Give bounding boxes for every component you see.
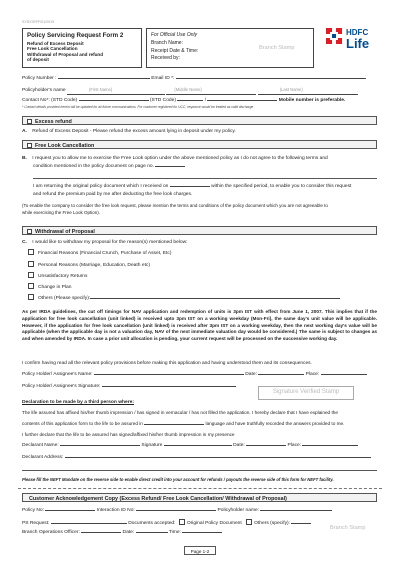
declarant-address-line-2[interactable] [22, 470, 377, 471]
policy-number-label: Policy Number : [22, 76, 57, 81]
confirm-place-label: Place: [305, 372, 320, 377]
ack-holder-label: Policyholder name: [217, 508, 260, 513]
ack-policy-no-label: Policy No: [22, 508, 45, 513]
assignee-signature-row [22, 384, 236, 390]
page-indicator: Page 1-2 [184, 546, 216, 555]
third-party-line-2a: contents of this application form to the life to be assured in [22, 421, 143, 426]
holder-middle-name-field[interactable] [166, 87, 256, 95]
ack-holder-field[interactable] [260, 510, 332, 511]
return-text-1b: within the specified period, to enable you to consider this request [211, 184, 352, 189]
received-date-field[interactable] [170, 186, 210, 187]
confirm-place-field[interactable] [321, 374, 367, 375]
branch-officer-field[interactable] [81, 532, 121, 533]
policy-number-row [22, 76, 366, 82]
reason-checkbox[interactable] [28, 272, 34, 278]
ack-date-label: Date: [122, 530, 135, 535]
reason-label: Personal Reasons (Marriage, Education, Death etc) [38, 263, 150, 268]
contact-field-2[interactable] [177, 100, 203, 101]
form-title: Policy Servicing Request Form 2 [27, 32, 124, 39]
logo-text-1: HDFC [346, 28, 369, 37]
logo-text-2: Life [346, 36, 370, 51]
reason-label: Unsatisfactory Returns [38, 274, 88, 279]
confirm-text: I confirm having read all the relevant policy provisions before making this application and having understood them and its consequences. [22, 361, 312, 366]
free-look-b-row-1 [22, 156, 328, 162]
email-label: Email ID *: [151, 76, 175, 81]
orig-doc-checkbox[interactable] [179, 519, 185, 525]
reason-checkbox[interactable] [28, 261, 34, 267]
declarant-row [22, 443, 358, 449]
ack-row-1 [22, 508, 332, 514]
excess-refund-checkbox[interactable] [27, 119, 32, 124]
ack-time-field[interactable] [182, 532, 222, 533]
contact-field-1[interactable] [79, 100, 149, 101]
declarant-address-label: Declarant Address: [22, 455, 64, 460]
reason-label: Others (Please specify): [38, 296, 91, 301]
ack-interaction-label: Interaction ID No: [96, 508, 135, 513]
declarant-date-field[interactable] [246, 445, 286, 446]
holder-name-label: Policyholder's name [22, 88, 66, 93]
free-look-title: Free Look Cancellation [35, 142, 95, 149]
withdrawal-header [22, 226, 377, 235]
reason-item[interactable] [28, 261, 150, 269]
confirm-date-label: Date: [245, 372, 257, 377]
official-use-heading: For Official Use Only [151, 32, 198, 38]
assignee-name-label: Policy Holder/ Assignee's Name: [22, 372, 93, 377]
reason-item[interactable] [28, 294, 340, 302]
middle-name-placeholder: (Middle Name) [174, 87, 202, 92]
excess-refund-header [22, 116, 377, 125]
assignee-signature-label: Policy Holder/ Assignee's Signature: [22, 384, 101, 389]
ack-policy-no-field[interactable] [45, 510, 95, 511]
declarant-name-label: Declarant Name: [22, 443, 59, 448]
neft-note: Please fill the NEFT Mandate on the reverse side to enable direct credit into your account for refunds / payouts the reverse side of this form for NEFT facility. [22, 477, 334, 482]
third-party-line-3: I further declare that the life to be assured has signed/affixed his/her thumb impression in my presence [22, 432, 235, 437]
declarant-place-field[interactable] [302, 445, 358, 446]
last-name-placeholder: (Last Name) [279, 87, 303, 92]
declarant-signature-field[interactable] [164, 445, 232, 446]
third-party-heading: Declaration to be made by a third person where: [22, 400, 134, 405]
std-code-2-label: (STD Code) [149, 98, 176, 103]
ack-header: Customer Acknowledgement Copy (Excess Refund/ Free Look Cancellation/ Withdrawal of Proposal) [22, 493, 377, 502]
excess-a-label: A. [22, 129, 27, 134]
withdrawal-title: Withdrawal of Proposal [35, 228, 95, 235]
email-field[interactable] [176, 78, 366, 79]
hdfc-logo-icon [326, 28, 342, 44]
excess-refund-title: Excess refund [35, 118, 72, 125]
ack-date-field[interactable] [136, 532, 168, 533]
orig-doc-label: Original Policy Document [186, 521, 242, 526]
form-title-box [22, 28, 142, 68]
ack-ps-request-field[interactable] [51, 523, 127, 524]
reason-item[interactable] [28, 272, 87, 280]
free-look-checkbox[interactable] [27, 143, 32, 148]
declarant-signature-label: Signature [141, 443, 163, 448]
holder-last-name-field[interactable] [258, 87, 358, 95]
holder-first-name-field[interactable] [67, 87, 165, 95]
others-label: Others (specify): [254, 521, 290, 526]
reason-label: Change in Plan [38, 285, 72, 290]
cut-line [18, 488, 382, 489]
withdrawal-checkbox[interactable] [27, 229, 32, 234]
reason-checkbox[interactable] [28, 294, 34, 300]
branch-officer-label: Branch Operations Officer: [22, 530, 80, 535]
first-name-placeholder: (First Name) [88, 87, 113, 92]
irda-guidelines-text: As per IRDA guidelines, the cut off timings for NAV application and redemption of units is 3pm IST with effect from June 1, 2007. This implies that if the application for free look cancellation (unit linked) is received upto 3pm IST on a working weekday (Mon-Fri), the same day's unit value will be applicable. However, if the application for free look cancellation (unit linked) is received after 3pm IST on a working weekday, then the next working day's value will be applicable (when the applicable day is not a valuation day, NAV of the next immediate valuation day would be considered.) The same is subject to changes as and when amended by IRDA. In case a prior unit allocation is pending, your current request will be processed on the successive working day. [22, 309, 377, 342]
ack-branch-stamp: Branch Stamp [330, 525, 366, 531]
others-specify-field[interactable] [90, 298, 340, 299]
declarant-date-label: Date: [233, 443, 245, 448]
ack-interaction-field[interactable] [136, 510, 216, 511]
ack-row-2 [22, 519, 311, 527]
free-look-note-2: while exercising the Free Look Option). [22, 210, 101, 215]
third-party-line-2 [22, 421, 344, 427]
assignee-signature-field[interactable] [102, 386, 236, 387]
form-sub-2: Free Look Cancellation [27, 46, 78, 52]
contact-row [22, 98, 345, 104]
branch-name-label: Branch Name: [151, 40, 183, 46]
return-row-2: and refund the premium paid by me after deducting the free look charges. [33, 192, 193, 197]
free-look-b-row-2 [33, 164, 185, 170]
branch-stamp-top: Branch Stamp [259, 45, 295, 51]
confirm-date-field[interactable] [258, 374, 304, 375]
form-sub-4: of deposit [27, 57, 49, 63]
received-by-label: Received by: [151, 55, 180, 61]
withdrawal-c-text: I would like to withdraw my proposal for the reason(s) mentioned below: [32, 240, 188, 245]
reason-label: Financial Reasons (Financial Crunch, Purchase of Asset, Etc) [38, 251, 172, 256]
contact-label: Contact No*: (STD Code) [22, 98, 78, 103]
ack-time-label: Time: [168, 530, 181, 535]
withdrawal-c-label: C. [22, 240, 27, 245]
return-row-1 [33, 184, 351, 190]
assignee-name-field[interactable] [94, 374, 244, 375]
excess-a-text: Refund of Excess Deposit - Please refund the excess amount lying in deposit under my policy. [32, 129, 236, 134]
contact-slash: / [204, 98, 207, 103]
declarant-name-field[interactable] [60, 445, 140, 446]
form-sub-1: Refund of Excess Deposit [27, 40, 84, 46]
declarant-address-field[interactable] [65, 457, 371, 458]
ack-docs-label: Documents accepted: [128, 521, 176, 526]
reason-item[interactable] [28, 283, 71, 291]
receipt-date-label: Receipt Date & Time: [151, 47, 199, 54]
official-use-box [146, 28, 314, 68]
hdfc-logo [326, 26, 378, 70]
declarant-address-row [22, 455, 371, 461]
mobile-field[interactable] [204, 98, 277, 103]
free-look-terms-line[interactable] [33, 178, 377, 179]
form-sub-3: Withdrawal of Proposal and refund [27, 51, 104, 57]
free-look-b-label: B. [22, 156, 27, 161]
excess-refund-text-row [22, 129, 236, 135]
page-no-field[interactable] [155, 166, 185, 167]
reason-checkbox[interactable] [28, 249, 34, 255]
policy-number-field[interactable] [58, 78, 150, 79]
others-checkbox[interactable] [246, 519, 252, 525]
ack-row-3 [22, 530, 222, 536]
language-field[interactable] [144, 424, 204, 425]
ack-ps-request-label: PS Request: [22, 521, 50, 526]
holder-name-row [22, 87, 358, 95]
contact-note: * Contact details provided herein will be updated for all future communications. For customer registered for UCC, response would be treated as valid discharge [22, 105, 254, 109]
withdrawal-c-row [22, 240, 187, 246]
mobile-preferable-text: Mobile number is preferable. [278, 98, 346, 103]
third-party-line-2b: language and have truthfully recorded the answers provided to me. [205, 421, 345, 426]
free-look-b-text-1: I request you to allow me to exercise the Free Look option under the above mentioned policy as I do not agree to the following terms and [32, 156, 328, 161]
free-look-header [22, 140, 377, 149]
ref-code: SYS/GRPF/01/2019 [22, 20, 55, 24]
reason-checkbox[interactable] [28, 283, 34, 289]
declarant-place-label: Place: [287, 443, 302, 448]
signature-verified-stamp: Signature Verified Stamp [258, 386, 354, 400]
return-text-1: I am returning the original policy document which I received on [33, 184, 169, 189]
reason-item[interactable] [28, 249, 171, 257]
free-look-note-1: (To enable the company to consider the free look request, please mention the terms and conditions of the policy document which you are not agreeable to [22, 203, 328, 208]
holder-name-sign-row [22, 372, 367, 378]
third-party-line-1: The life assured has affixed his/her thumb impression / has signed in vernacular / has not filled the application. I hereby declare that I have explained the [22, 410, 338, 415]
others-field[interactable] [291, 523, 311, 524]
free-look-b-text-2: condition mentioned in the policy document on page no. [33, 164, 154, 169]
